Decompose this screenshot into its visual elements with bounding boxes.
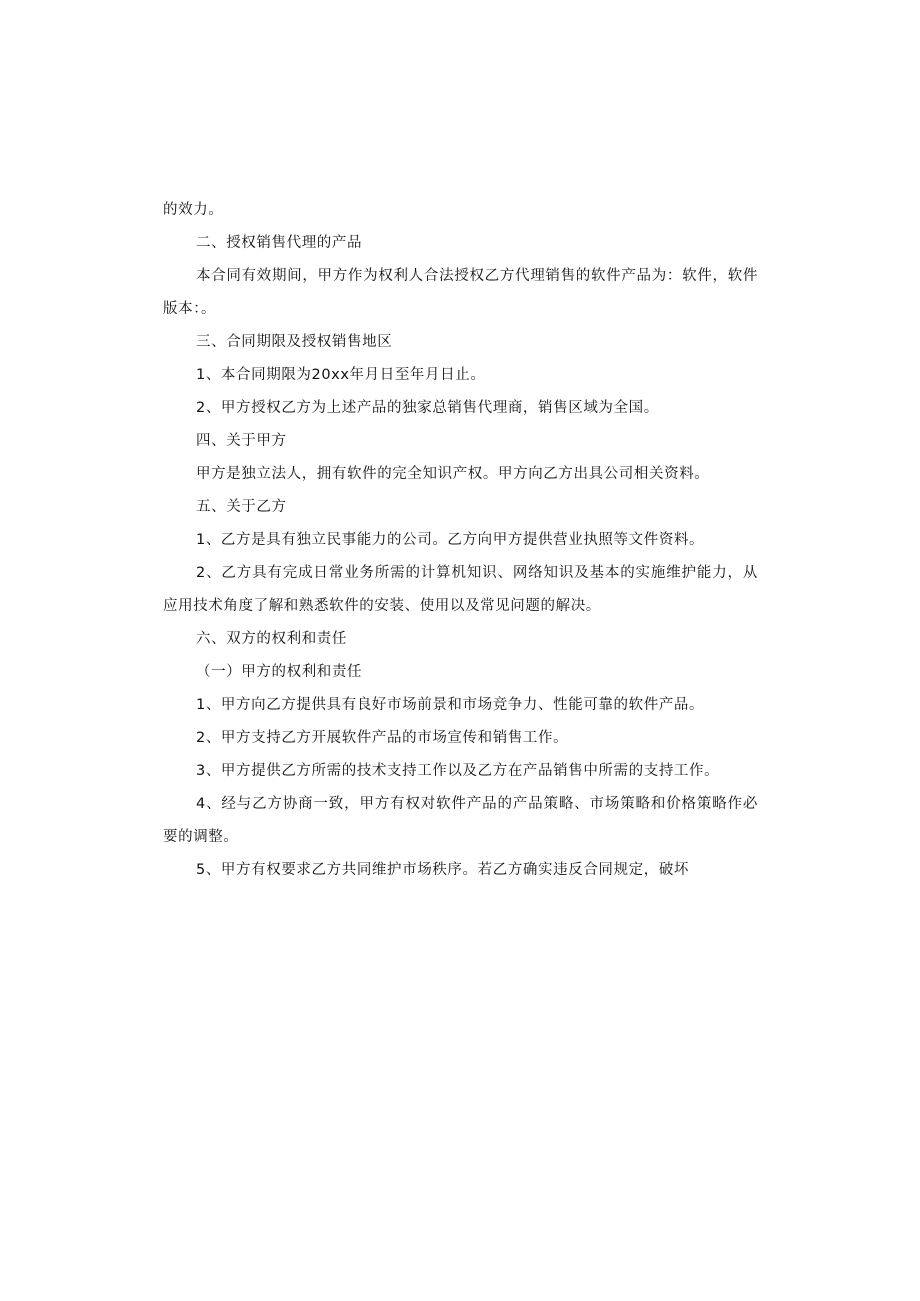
paragraph-rights-2: 2、甲方支持乙方开展软件产品的市场宣传和销售工作。	[196, 730, 569, 746]
paragraph-product: 本合同有效期间，甲方作为权利人合法授权乙方代理销售的软件产品为：软件，软件版本：。	[163, 268, 758, 317]
paragraph-party-b-2: 2、乙方具有完成日常业务所需的计算机知识、网络知识及基本的实施维护能力，从应用技术角度了解和熟悉软件的安装、使用以及常见问题的解决。	[163, 565, 758, 614]
paragraph-term: 1、本合同期限为20xx年月日至年月日止。	[196, 367, 486, 383]
section-heading-2: 二、授权销售代理的产品	[196, 235, 363, 251]
document-body	[163, 194, 758, 887]
paragraph-rights-3: 3、甲方提供乙方所需的技术支持工作以及乙方在产品销售中所需的支持工作。	[196, 763, 720, 779]
paragraph-party-a: 甲方是独立法人，拥有软件的完全知识产权。甲方向乙方出具公司相关资料。	[196, 466, 710, 482]
paragraph-party-b-1: 1、乙方是具有独立民事能力的公司。乙方向甲方提供营业执照等文件资料。	[196, 532, 705, 548]
section-heading-3: 三、合同期限及授权销售地区	[196, 334, 393, 350]
section-heading-5: 五、关于乙方	[196, 499, 287, 515]
section-heading-4: 四、关于甲方	[196, 433, 287, 449]
paragraph-rights-4: 4、经与乙方协商一致，甲方有权对软件产品的产品策略、市场策略和价格策略作必要的调整。	[163, 796, 758, 845]
paragraph-rights-5: 5、甲方有权要求乙方共同维护市场秩序。若乙方确实违反合同规定，破坏	[196, 862, 690, 878]
paragraph-rights-1: 1、甲方向乙方提供具有良好市场前景和市场竞争力、性能可靠的软件产品。	[196, 697, 705, 713]
paragraph-region: 2、甲方授权乙方为上述产品的独家总销售代理商，销售区域为全国。	[196, 400, 659, 416]
paragraph-continuation: 的效力。	[163, 202, 224, 218]
section-heading-6: 六、双方的权利和责任	[196, 631, 347, 647]
subsection-heading-1: （一）甲方的权利和责任	[196, 664, 363, 680]
